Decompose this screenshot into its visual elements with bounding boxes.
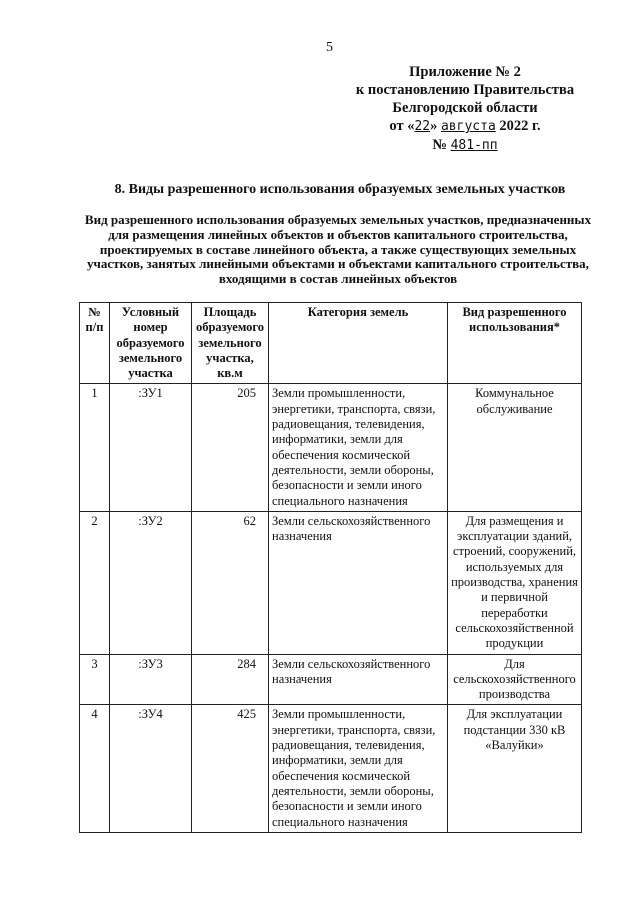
- table-row: [80, 511, 582, 654]
- header-category: Категория земель: [269, 303, 448, 384]
- cell-use: Коммунальное обслуживание: [448, 384, 582, 511]
- approval-block: [345, 63, 585, 155]
- header-area: Площадь образуемого земельного участка, кв.м: [192, 303, 269, 384]
- table-row: [80, 384, 582, 511]
- cell-use: Для размещения и эксплуатации зданий, строений, сооружений, используемых для производства, хранения и первичной переработки сельскохозяйственной продукции: [448, 511, 582, 654]
- header-use: Вид разрешенного использования*: [448, 303, 582, 384]
- cell-num: 3: [80, 654, 110, 705]
- cell-num: 4: [80, 705, 110, 832]
- cell-code: :ЗУ4: [110, 705, 192, 832]
- cell-code: :ЗУ3: [110, 654, 192, 705]
- cell-area: 205: [192, 384, 269, 511]
- cell-use: Для эксплуатации подстанции 330 кВ «Валуйки»: [448, 705, 582, 832]
- approval-date: [345, 117, 585, 136]
- cell-area: 62: [192, 511, 269, 654]
- date-month: августа: [440, 119, 496, 134]
- date-year: 2022 г.: [499, 118, 541, 134]
- date-day: 22: [414, 119, 431, 134]
- cell-category: Земли промышленности, энергетики, транспорта, связи, радиовещания, телевидения, информатики, земли для обеспечения космической деятельности, земли обороны, безопасности и земли иного специального назначения: [269, 384, 448, 511]
- table-header-row: [80, 303, 582, 384]
- header-num: № п/п: [80, 303, 110, 384]
- cell-category: Земли сельскохозяйственного назначения: [269, 654, 448, 705]
- cell-area: 284: [192, 654, 269, 705]
- table-row: [80, 705, 582, 832]
- section-subtitle: Вид разрешенного использования образуемых земельных участков, предназначенных для размещения линейных объектов и объектов капитального строительства, проектируемых в составе линейного объекта, а также существующих земельных участков, занятых линейными объектами и объектами капитального строительства, входящими в состав линейных объектов: [84, 212, 592, 287]
- table-row: [80, 654, 582, 705]
- date-prefix: от «: [389, 118, 415, 134]
- land-plots-table: [79, 302, 582, 833]
- cell-code: :ЗУ2: [110, 511, 192, 654]
- approval-number: [345, 136, 585, 155]
- cell-num: 2: [80, 511, 110, 654]
- cell-area: 425: [192, 705, 269, 832]
- section-title: 8. Виды разрешенного использования образуемых земельных участков: [114, 182, 566, 197]
- number-prefix: №: [432, 137, 447, 153]
- cell-category: Земли промышленности, энергетики, транспорта, связи, радиовещания, телевидения, информатики, земли для обеспечения космической деятельности, земли обороны, безопасности и земли иного специального назначения: [269, 705, 448, 832]
- cell-code: :ЗУ1: [110, 384, 192, 511]
- header-code: Условный номер образуемого земельного участка: [110, 303, 192, 384]
- number-value: 481-пп: [450, 138, 498, 153]
- approval-line-3: Белгородской области: [392, 100, 538, 116]
- approval-line-2: к постановлению Правительства: [355, 82, 575, 98]
- cell-use: Для сельскохозяйственного производства: [448, 654, 582, 705]
- cell-num: 1: [80, 384, 110, 511]
- page-number: 5: [326, 40, 333, 55]
- cell-category: Земли сельскохозяйственного назначения: [269, 511, 448, 654]
- approval-line-1: Приложение № 2: [409, 64, 521, 80]
- date-mid: »: [430, 118, 438, 134]
